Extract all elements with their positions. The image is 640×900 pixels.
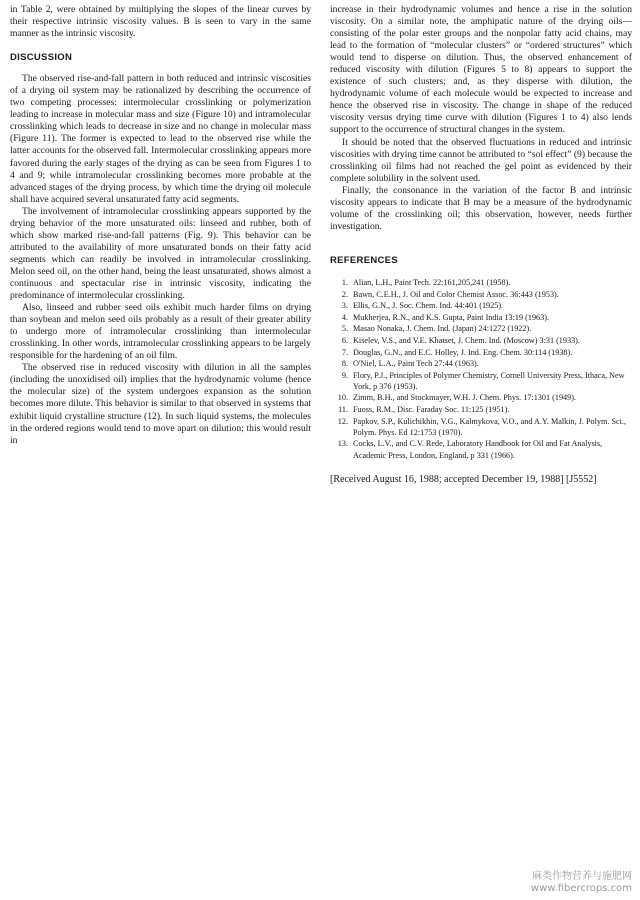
discussion-paragraph-3: Also, linseed and rubber seed oils exhibit much harder films on drying than soybean and melon seed oils probably as a result of their greater ability to undergo more of intramolecular crosslinking than intermolecular crosslinking. In other words, intramolecular crosslinking appears to be largely responsible for the hardening of an oil film. — [10, 302, 311, 362]
left-column — [10, 4, 311, 447]
reference-item — [330, 289, 632, 300]
reference-item — [330, 358, 632, 369]
references-list — [330, 277, 632, 461]
references-heading: REFERENCES — [330, 254, 398, 266]
reference-number: 13. — [337, 439, 348, 449]
reference-item — [330, 277, 632, 288]
reference-text: Masao Nonaka, J. Chem. Ind. (Japan) 24:1272 (1922). — [353, 324, 532, 334]
watermark — [531, 871, 632, 895]
reference-number: 5. — [341, 324, 348, 334]
conclusion-paragraph: Finally, the consonance in the variation of the factor B and intrinsic viscosity appears to indicate that B may be a measure of the hydrodynamic volume of the crosslinking oil; this observation, however, needs further investigation. — [330, 184, 632, 232]
discussion-paragraph-2: The involvement of intramolecular crosslinking appears supported by the drying behavior of the more unsaturated oils: linseed and rubber, both of which show marked rise-and-fall patterns (Fig. 9). This behavior can be attributed to the availability of more unsaturated bonds on their fatty acid segments which can readily be involved in intramolecular crosslinking. Melon seed oil, on the other hand, being the least unsaturated, shows almost a continuous and spectacular rise in intrinsic viscosity, indicating the predominance of intermolecular crosslinking. — [10, 205, 311, 302]
reference-number: 2. — [341, 289, 348, 299]
reference-text: Fuoss, R.M., Disc. Faraday Soc. 11:125 (1951). — [353, 405, 510, 415]
reference-item — [330, 404, 632, 415]
right-column — [330, 4, 632, 486]
watermark-url: www.fibercrops.com — [530, 883, 632, 894]
watermark-site-name: 麻类作物营养与施肥网 — [532, 871, 632, 882]
discussion-paragraph-4: The observed rise in reduced viscosity with dilution in all the samples (including the unoxidised oil) implies that the hydrodynamic volume (hence the molecular size) of the system undergoes expansion as the solution becomes more dilute. This behavior is similar to that observed in systems that exhibit liquid crystalline structure (12). In such liquid systems, the molecules in the ordered regions would tend to move apart on dilution; this would result in — [10, 362, 311, 446]
reference-item — [330, 335, 632, 346]
reference-number: 9. — [341, 370, 348, 380]
intro-paragraph: in Table 2, were obtained by multiplying the slopes of the linear curves by their respective intrinsic viscosity values. B is seen to vary in the same manner as the intrinsic viscosity. — [10, 4, 311, 40]
reference-text: Kiselev, V.S., and V.E. Khatset, J. Chem. Ind. (Moscow) 3:31 (1933). — [353, 335, 580, 345]
reference-item — [330, 438, 632, 460]
reference-number: 10. — [337, 393, 348, 403]
reference-number: 3. — [341, 301, 348, 311]
reference-text: Ellis, G.N., J. Soc. Chem. Ind. 44:401 (1925). — [353, 301, 504, 311]
reference-item — [330, 300, 632, 311]
reference-item — [330, 416, 632, 438]
continued-paragraph: increase in their hydrodynamic volumes and hence a rise in the solution viscosity. On a similar note, the amphipatic nature of the drying oils—consisting of the polar ester groups and the nonpolar fatty acid chains, may lead to the formation of “molecular clusters” or “ordered structures” which would tend to disperse on dilution. Thus, the observed enhancement of reduced viscosity with dilution (Figures 5 to 8) appears to support the existence of such clusters; and, as they disperse with dilution, the hydrodynamic volume of each molecule would be expected to increase and hence the observed rise in viscosity. The change in shape of the reduced viscosity versus drying time curve with dilution (Figures 1 to 4) also lends support to the occurrence of structural changes in the system. — [330, 4, 632, 136]
reference-item — [330, 323, 632, 334]
reference-number: 12. — [337, 416, 348, 426]
reference-text: O'Niel, L.A., Paint Tech 27:44 (1963). — [353, 359, 479, 369]
reference-text: Bawn, C.E.H., J. Oil and Color Chemist Assoc. 36:443 (1953). — [353, 289, 559, 299]
reference-text: Mukherjea, R.N., and K.S. Gupta, Paint India 13:19 (1963). — [353, 312, 550, 322]
reference-number: 11. — [338, 405, 348, 415]
reference-item — [330, 370, 632, 392]
reference-text: Alian, L.H., Paint Tech. 22:161,205,241 (1958). — [353, 277, 511, 287]
reference-number: 8. — [341, 359, 348, 369]
discussion-paragraph-1: The observed rise-and-fall pattern in both reduced and intrinsic viscosities of a drying oil system may be rationalized by describing the occurrence of two competing processes: intermolecular crosslinking or polymerization leading to increase in molecular mass and size (Figure 10) and intramolecular crosslinking which leads to decrease in size and no change in molecular mass (Figure 11). The former is expected to lead to the observed rise while the latter accounts for the observed fall. Intermolecular crosslinking appears more favored during the early stages of the drying as can be seen from Figures 1 to 4 and 9; while intramolecular crosslinking becomes more probable at the advanced stages of the drying process, by which time the drying oil molecule shall have acquired several unsaturated fatty acid segments. — [10, 73, 311, 205]
reference-number: 7. — [341, 347, 348, 357]
reference-text: Papkov, S.P., Kulichikhin, V.G., Kalmykova, V.O., and A.Y. Malkin, J. Polym. Sci., Polym. Phys. Ed 12:1753 (1970). — [353, 416, 627, 437]
reference-number: 6. — [341, 335, 348, 345]
reference-number: 1. — [341, 277, 348, 287]
received-note: [Received August 16, 1988; accepted December 19, 1988] [J5552] — [330, 473, 597, 485]
reference-item — [330, 347, 632, 358]
reference-item — [330, 312, 632, 323]
reference-text: Douglas, G.N., and E.C. Holley, J. Ind. Eng. Chem. 30:114 (1938). — [353, 347, 573, 357]
discussion-heading: DISCUSSION — [10, 52, 73, 64]
reference-item — [330, 392, 632, 403]
reference-text: Zimm, B.H., and Stockmayer, W.H. J. Chem. Phys. 17:1301 (1949). — [353, 393, 576, 403]
sol-effect-paragraph: It should be noted that the observed fluctuations in reduced and intrinsic viscosities with drying time cannot be attributed to “sol effect” (9) because the crosslinking oil films had not reached the gel point as evidenced by their complete solubility in the solvent used. — [330, 136, 632, 184]
reference-number: 4. — [341, 312, 348, 322]
reference-text: Flory, P.J., Principles of Polymer Chemistry, Cornell University Press, Ithaca, New York, p 376 (1953). — [353, 370, 625, 391]
reference-text: Cocks, L.V., and C.V. Rede, Laboratory Handbook for Oil and Fat Analysis, Academic Press, London, England, p 331 (1966). — [353, 439, 603, 460]
